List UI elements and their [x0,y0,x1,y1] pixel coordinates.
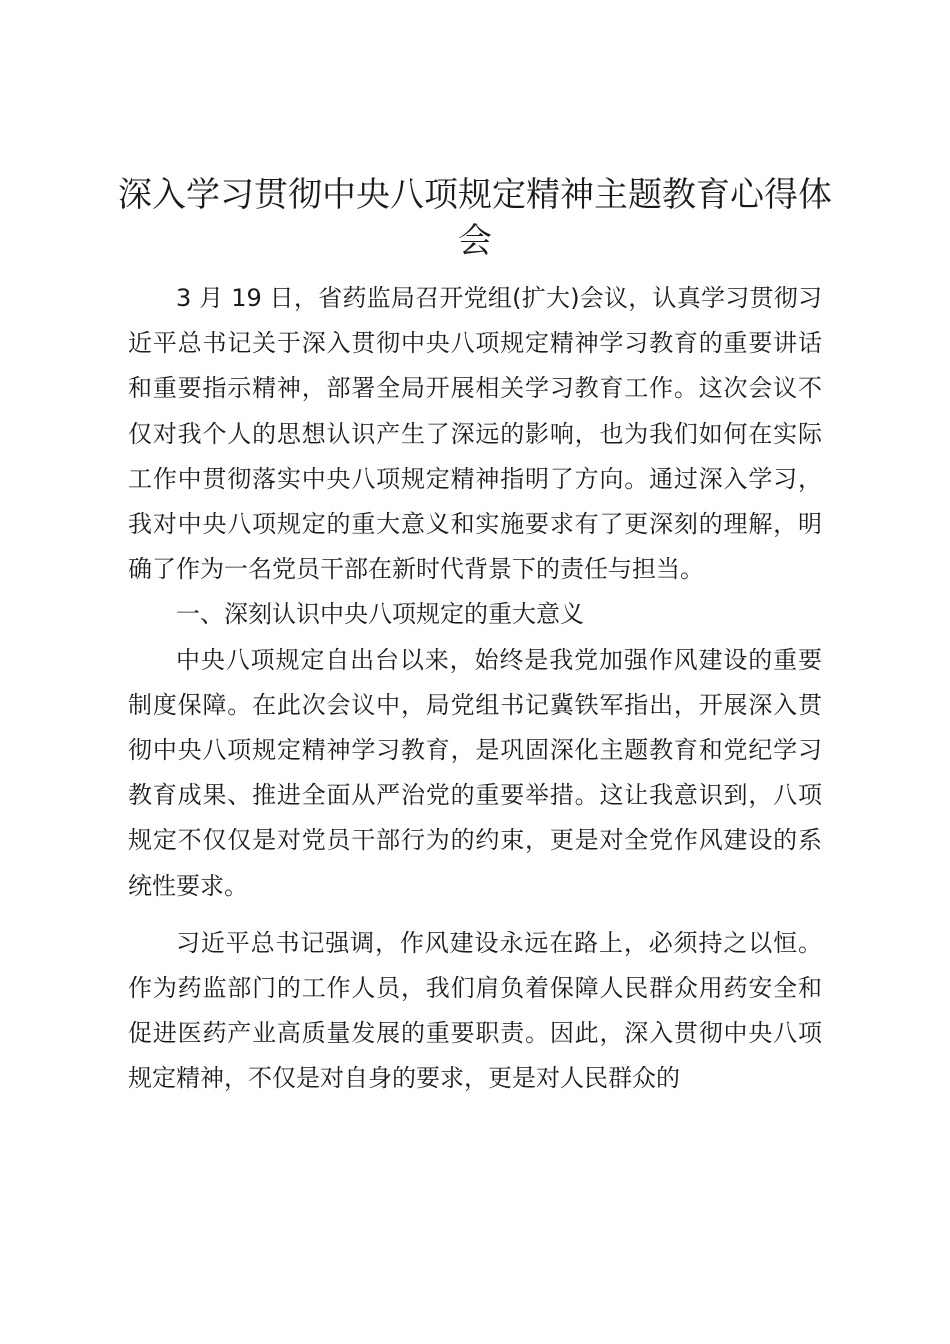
paragraph-intro: 3 月 19 日，省药监局召开党组(扩大)会议，认真学习贯彻习近平总书记关于深入贯彻中央八项规定精神学习教育的重要讲话和重要指示精神，部署全局开展相关学习教育工作。这次会议不仅对我个人的思想认识产生了深远的影响，也为我们如何在实际工作中贯彻落实中央八项规定精神指明了方向。通过深入学习，我对中央八项规定的重大意义和实施要求有了更深刻的理解，明确了作为一名党员干部在新时代背景下的责任与担当。 [128,284,822,584]
document-body [128,276,822,1102]
paragraph-responsibility: 习近平总书记强调，作风建设永远在路上，必须持之以恒。作为药监部门的工作人员，我们肩负着保障人民群众用药安全和促进医药产业高质量发展的重要职责。因此，深入贯彻中央八项规定精神，不仅是对自身的要求，更是对人民群众的 [128,928,822,1093]
section-heading-1: 一、深刻认识中央八项规定的重大意义 [176,600,584,629]
paragraph-significance: 中央八项规定自出台以来，始终是我党加强作风建设的重要制度保障。在此次会议中，局党组书记冀铁军指出，开展深入贯彻中央八项规定精神学习教育，是巩固深化主题教育和党纪学习教育成果、推进全面从严治党的重要举措。这让我意识到，八项规定不仅仅是对党员干部行为的约束，更是对全党作风建设的系统性要求。 [128,645,822,900]
paragraph-gap [128,909,822,921]
document-title: 深入学习贯彻中央八项规定精神主题教育心得体会 [118,175,832,261]
